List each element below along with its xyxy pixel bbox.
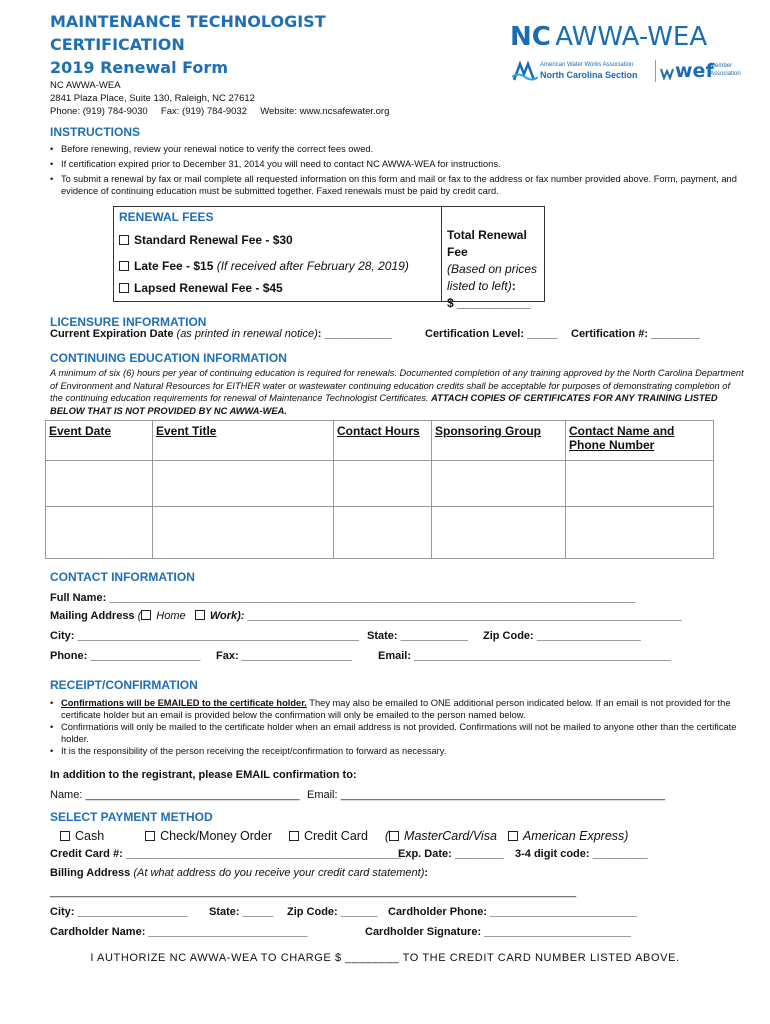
table-cell[interactable] <box>46 461 153 507</box>
certification-number-field[interactable]: Certification #: ________ <box>571 328 701 340</box>
table-row <box>46 507 714 559</box>
city-field[interactable]: City: ______________________________________________ <box>50 630 359 642</box>
col-event-title: Event Title <box>153 421 334 461</box>
mailing-address-row: Mailing Address ( Home Work): _______________________________________________________________________ <box>50 610 682 622</box>
total-fee-colon: : <box>511 279 516 293</box>
ce-table <box>45 420 714 559</box>
check-label: Check/Money Order <box>160 829 273 843</box>
fees-divider <box>441 207 442 301</box>
col-event-date: Event Date <box>46 421 153 461</box>
billing-city-field[interactable]: City: __________________ <box>50 906 188 918</box>
awwa-wave-icon <box>512 60 538 82</box>
fee-lapsed-label: Lapsed Renewal Fee - $45 <box>134 281 283 295</box>
table-cell[interactable] <box>46 507 153 559</box>
fee-standard-label: Standard Renewal Fee - $30 <box>134 233 293 247</box>
work-label: Work): <box>209 610 245 622</box>
title-line-3: 2019 Renewal Form <box>50 58 228 77</box>
table-cell[interactable] <box>432 461 566 507</box>
cash-checkbox[interactable] <box>60 831 70 841</box>
nc-awwa-wea-logo <box>510 22 740 92</box>
total-fee-note: listed to left) <box>447 279 512 293</box>
ce-heading: CONTINUING EDUCATION INFORMATION <box>50 351 287 365</box>
check-checkbox[interactable] <box>145 831 155 841</box>
mastercard-visa-label: MasterCard/Visa <box>404 829 497 843</box>
logo-divider <box>655 60 656 82</box>
cardholder-phone-field[interactable]: Cardholder Phone: ________________________ <box>388 906 637 918</box>
expiration-note: (as printed in renewal notice) <box>176 328 318 340</box>
wef-mark-icon <box>660 66 674 80</box>
renewal-fees-box <box>113 206 545 310</box>
logo-member: Member Association <box>710 63 741 77</box>
security-code-field[interactable]: 3-4 digit code: _________ <box>515 848 648 860</box>
total-fee-field[interactable]: $ ___________ <box>447 296 531 310</box>
full-name-field[interactable]: Full Name: ______________________________________________________________________________________ <box>50 592 636 604</box>
payment-options <box>60 829 628 843</box>
fee-late-note: (If received after February 28, 2019) <box>216 259 409 273</box>
payment-heading: SELECT PAYMENT METHOD <box>50 810 213 824</box>
expiration-label: Current Expiration Date <box>50 328 174 340</box>
billing-zip-field[interactable]: Zip Code: ______ <box>287 906 378 918</box>
form-title <box>50 10 326 79</box>
instructions-list <box>50 143 740 197</box>
lapsed-fee-checkbox[interactable] <box>119 283 129 293</box>
table-cell[interactable] <box>566 507 714 559</box>
additional-email-field[interactable]: Email: _____________________________________________________ <box>307 789 665 801</box>
email-field[interactable]: Email: __________________________________________ <box>378 650 672 662</box>
home-label: Home <box>156 610 186 622</box>
paren-open: ( <box>384 829 390 843</box>
amex-label: American Express) <box>522 829 629 843</box>
table-cell[interactable] <box>566 461 714 507</box>
receipt-item-text: They may also be emailed to ONE additional person indicated below. If an email is not provided for the certificate holder but an email is provided below the confirmation will only be emailed to the person named below. <box>61 698 731 720</box>
zip-field[interactable]: Zip Code: _________________ <box>483 630 641 642</box>
pay-cash[interactable] <box>60 829 104 843</box>
receipt-item: • It is the responsibility of the person receiving the receipt/confirmation to forward as necessary. <box>50 745 740 757</box>
pay-check[interactable] <box>145 829 272 843</box>
phone-field[interactable]: Phone: __________________ <box>50 650 201 662</box>
ce-paragraph <box>50 367 744 417</box>
expiration-field[interactable]: : ___________ <box>317 328 392 340</box>
title-line-1: MAINTENANCE TECHNOLOGIST <box>50 12 326 31</box>
instruction-item: • If certification expired prior to December 31, 2014 you will need to contact NC AWWA-WEA for instructions. <box>50 158 740 170</box>
fee-late-label: Late Fee - $15 <box>134 259 214 273</box>
receipt-heading: RECEIPT/CONFIRMATION <box>50 678 198 692</box>
home-checkbox[interactable] <box>141 610 151 620</box>
billing-state-field[interactable]: State: _____ <box>209 906 274 918</box>
title-line-2: CERTIFICATION <box>50 35 185 54</box>
logo-nc: NC <box>510 22 551 52</box>
org-contact: Phone: (919) 784-9030 Fax: (919) 784-9032 Website: www.ncsafewater.org <box>50 106 390 117</box>
billing-note: (At what address do you receive your credit card statement) <box>133 867 425 879</box>
col-contact-hours: Contact Hours <box>334 421 432 461</box>
total-fee <box>447 227 543 312</box>
work-checkbox[interactable] <box>195 610 205 620</box>
table-cell[interactable] <box>334 461 432 507</box>
mailing-label: Mailing Address <box>50 610 135 622</box>
certification-level-field[interactable]: Certification Level: _____ <box>425 328 558 340</box>
total-fee-note: (Based on prices <box>447 262 538 276</box>
licensure-row <box>50 328 392 340</box>
ce-requirements: A minimum of six (6) hours per year of continuing education is required for renewals. Documented completion of any training approved by the North Carolina Department of Environment and Natural Resources for EITHER water or wastewater continuing education credits shall be acceptable for purposes of demonstrating completion of the continuing education requirements for renewal of Maintenance Technologist Certificates. <box>50 368 744 403</box>
fee-standard[interactable] <box>119 233 293 247</box>
logo-awwa-wea: AWWA-WEA <box>555 22 708 52</box>
table-cell[interactable] <box>334 507 432 559</box>
fax-field[interactable]: Fax: __________________ <box>216 650 352 662</box>
credit-label: Credit Card <box>303 829 368 843</box>
state-field[interactable]: State: ___________ <box>367 630 468 642</box>
fee-lapsed[interactable] <box>119 281 283 295</box>
receipt-list <box>50 697 740 757</box>
cardholder-signature-field[interactable]: Cardholder Signature: ________________________ <box>365 926 632 938</box>
mastercard-visa-checkbox[interactable] <box>389 831 399 841</box>
table-cell[interactable] <box>153 507 334 559</box>
cardholder-name-field[interactable]: Cardholder Name: __________________________ <box>50 926 308 938</box>
instruction-item: • To submit a renewal by fax or mail complete all requested information on this form and mail or fax to the address or fax number provided above. Form, payment, and evidence of continuing education must be submitted together. Faxed renewals must be paid by credit card. <box>50 173 740 197</box>
col-contact-name-phone: Contact Name and Phone Number <box>566 421 714 461</box>
additional-email-label: In addition to the registrant, please EMAIL confirmation to: <box>50 769 357 781</box>
table-cell[interactable] <box>153 461 334 507</box>
billing-address-field[interactable]: ______________________________________________________________________________________ <box>50 886 577 898</box>
instruction-item: • Before renewing, review your renewal notice to verify the correct fees owed. <box>50 143 740 155</box>
standard-fee-checkbox[interactable] <box>119 235 129 245</box>
table-row <box>46 461 714 507</box>
logo-wef: wef <box>675 60 714 82</box>
pay-credit[interactable] <box>289 829 368 843</box>
fees-heading: RENEWAL FEES <box>119 210 214 224</box>
licensure-heading: LICENSURE INFORMATION <box>50 315 207 329</box>
col-sponsoring-group: Sponsoring Group <box>432 421 566 461</box>
billing-colon: : <box>424 867 429 879</box>
contact-heading: CONTACT INFORMATION <box>50 570 195 584</box>
receipt-item <box>50 697 740 721</box>
org-name: NC AWWA-WEA <box>50 80 121 91</box>
billing-row <box>50 867 428 879</box>
receipt-item-emphasis: Confirmations will be EMAILED to the certificate holder. <box>61 698 307 708</box>
logo-section: North Carolina Section <box>540 70 638 80</box>
table-header-row <box>46 421 714 461</box>
card-number-field[interactable]: Credit Card #: _____________________________________________ <box>50 848 402 860</box>
fee-late[interactable] <box>119 259 409 273</box>
table-cell[interactable] <box>432 507 566 559</box>
exp-date-field[interactable]: Exp. Date: ________ <box>398 848 504 860</box>
billing-label: Billing Address <box>50 867 131 879</box>
additional-name-field[interactable]: Name: ___________________________________ <box>50 789 300 801</box>
receipt-item: • Confirmations will only be mailed to the certificate holder when an email address is not provided. Confirmations will not be mailed to anyone other than the certificate holder. <box>50 721 740 745</box>
total-fee-label: Total Renewal Fee <box>447 228 527 259</box>
authorization-statement: I AUTHORIZE NC AWWA-WEA TO CHARGE $ ________ TO THE CREDIT CARD NUMBER LISTED ABOVE. <box>90 952 680 964</box>
org-address: 2841 Plaza Place, Suite 130, Raleigh, NC 27612 <box>50 93 255 104</box>
ce-attach-note: ATTACH COPIES OF CERTIFICATES FOR ANY TRAINING LISTED BELOW THAT IS NOT PROVIDED BY NC AWWA-WEA. <box>50 393 718 416</box>
late-fee-checkbox[interactable] <box>119 261 129 271</box>
mailing-address-field[interactable]: _______________________________________________________________________ <box>247 610 682 622</box>
credit-checkbox[interactable] <box>289 831 299 841</box>
amex-checkbox[interactable] <box>508 831 518 841</box>
logo-assoc: American Water Works Association <box>540 62 634 68</box>
instructions-heading: INSTRUCTIONS <box>50 125 140 139</box>
cash-label: Cash <box>75 829 105 843</box>
org-info <box>50 79 389 118</box>
